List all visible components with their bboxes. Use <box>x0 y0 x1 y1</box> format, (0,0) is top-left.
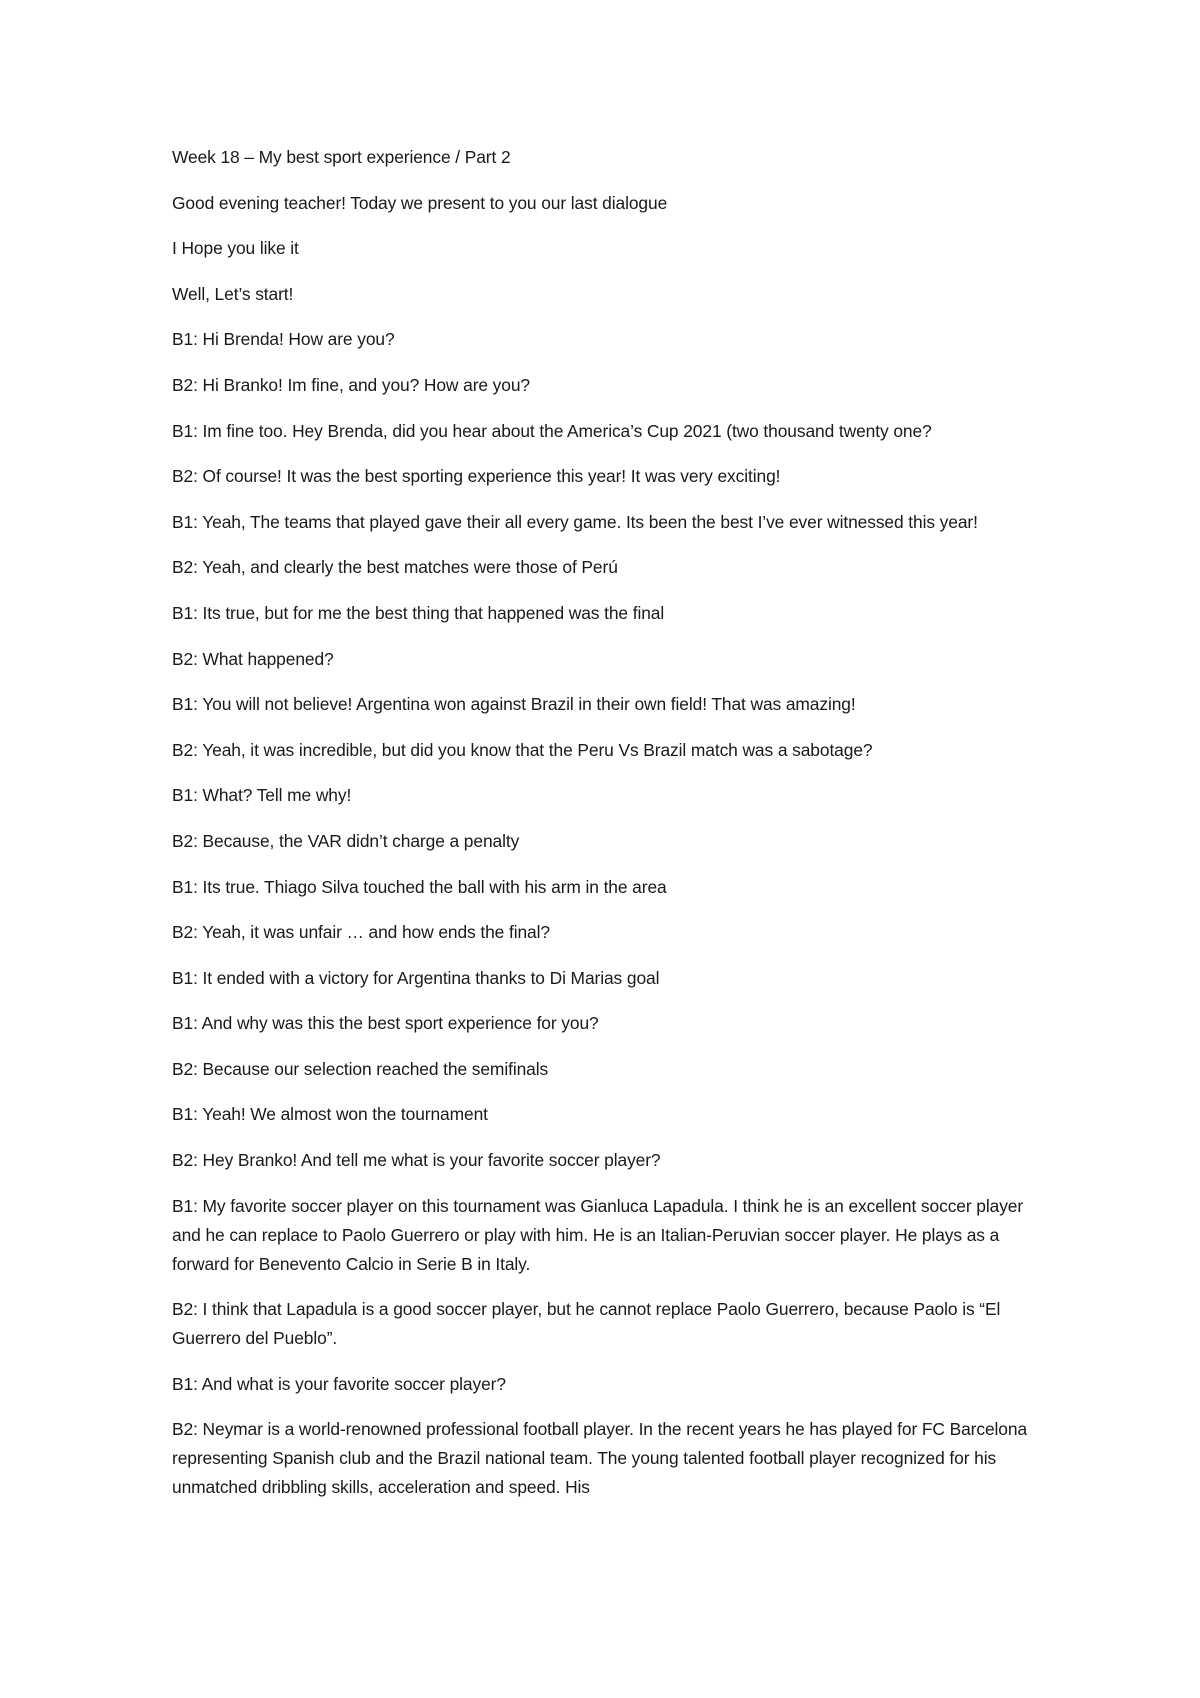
dialogue-line: B2: Because, the VAR didn’t charge a penalty <box>172 830 520 851</box>
dialogue-line: B1: You will not believe! Argentina won against Brazil in their own field! That was amazing! <box>172 694 856 715</box>
dialogue-line: B1: It ended with a victory for Argentina thanks to Di Marias goal <box>172 967 660 988</box>
paragraph-start: Well, Let’s start! <box>172 283 294 304</box>
dialogue-line: B1: Its true, but for me the best thing that happened was the final <box>172 602 665 623</box>
paragraph-hope: I Hope you like it <box>172 238 299 259</box>
dialogue-line: B1: What? Tell me why! <box>172 785 352 806</box>
dialogue-line: B1: Hi Brenda! How are you? <box>172 329 395 350</box>
dialogue-line: B2: Hey Branko! And tell me what is your favorite soccer player? <box>172 1150 661 1171</box>
dialogue-line: B1: Yeah, The teams that played gave their all every game. Its been the best I’ve ever witnessed this year! <box>172 511 978 532</box>
dialogue-line: B2: Yeah, it was incredible, but did you know that the Peru Vs Brazil match was a sabotage? <box>172 739 873 760</box>
dialogue-line: B1: And why was this the best sport experience for you? <box>172 1013 599 1034</box>
dialogue-line: B1: Im fine too. Hey Brenda, did you hear about the America’s Cup 2021 (two thousand twenty one? <box>172 420 932 441</box>
dialogue-line: B2: Neymar is a world-renowned professional football player. In the recent years he has played for FC Barcelona representing Spanish club and the Brazil national team. The young talented football player recognized for his unmatched dribbling skills, acceleration and speed. His <box>172 1419 1028 1498</box>
document-title: Week 18 – My best sport experience / Part 2 <box>172 147 511 167</box>
paragraph-greeting: Good evening teacher! Today we present to you our last dialogue <box>172 192 668 213</box>
dialogue-line: B1: Yeah! We almost won the tournament <box>172 1104 488 1125</box>
dialogue-line: B2: What happened? <box>172 648 334 669</box>
dialogue-line: B2: Because our selection reached the semifinals <box>172 1058 549 1079</box>
dialogue-line: B2: I think that Lapadula is a good soccer player, but he cannot replace Paolo Guerrero, because Paolo is “El Guerrero del Pueblo”. <box>172 1299 1001 1349</box>
dialogue-line: B1: And what is your favorite soccer player? <box>172 1373 506 1394</box>
dialogue-line: B1: Its true. Thiago Silva touched the ball with his arm in the area <box>172 876 667 897</box>
dialogue-line: B2: Hi Branko! Im fine, and you? How are you? <box>172 374 530 395</box>
dialogue-line: B2: Yeah, and clearly the best matches were those of Perú <box>172 557 618 578</box>
dialogue-line: B2: Of course! It was the best sporting experience this year! It was very exciting! <box>172 466 781 487</box>
dialogue-line: B1: My favorite soccer player on this tournament was Gianluca Lapadula. I think he is an excellent soccer player and he can replace to Paolo Guerrero or play with him. He is an Italian-Peruvian soccer player. He plays as a forward for Benevento Calcio in Serie B in Italy. <box>172 1195 1024 1274</box>
dialogue-line: B2: Yeah, it was unfair … and how ends the final? <box>172 922 550 943</box>
